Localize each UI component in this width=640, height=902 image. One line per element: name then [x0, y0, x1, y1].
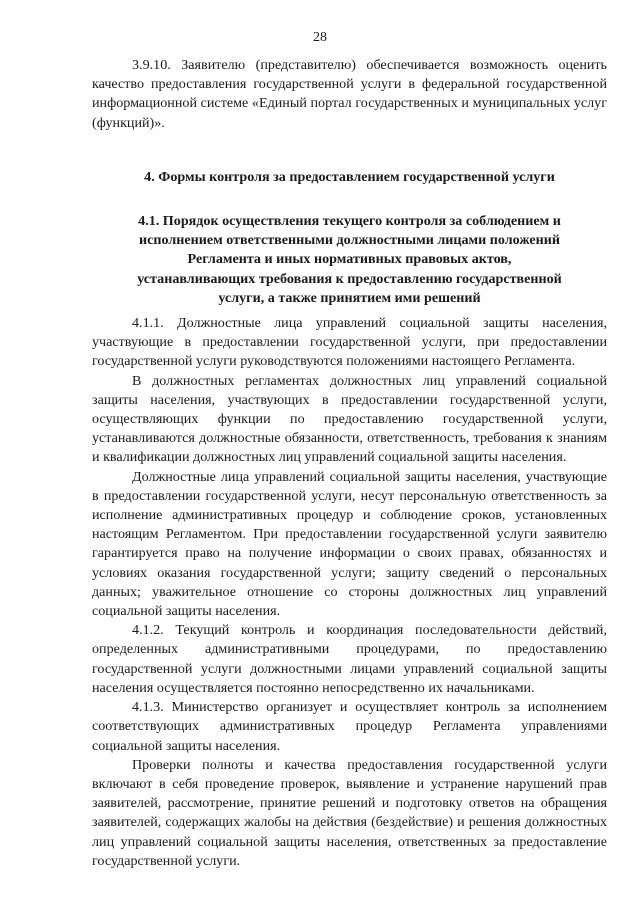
paragraph-4-1-2: 4.1.2. Текущий контроль и координация последовательности действий, определенных административными процедурами, по предоставлению государственной услуги должностными лицами управлений социальной защиты населения осуществляется постоянно непосредственно их начальниками. — [92, 622, 607, 696]
intro-paragraph: 3.9.10. Заявителю (представителю) обеспечивается возможность оценить качество предоставления государственной услуги в федеральной государственной информационной системе «Единый портал государственных и муниципальных услуг (функций)». — [92, 57, 607, 131]
paragraph-inspections: Проверки полноты и качества предоставления государственной услуги включают в себя проведение проверок, выявление и устранение нарушений прав заявителей, рассмотрение, принятие решений и подготовку ответов на обращения заявителей, содержащих жалобы на действия (бездействие) и решения должностных лиц управлений социальной защиты населения, ответственных за предоставление государственной услуги. — [92, 756, 607, 869]
paragraph-4-1-1: 4.1.1. Должностные лица управлений социальной защиты населения, участвующие в предоставлении государственной услуги, при предоставлении государственной услуги руководствуются положениями настоящего Регламента. — [92, 315, 607, 370]
document-body — [92, 56, 607, 871]
subsection-heading: 4.1. Порядок осуществления текущего контроля за соблюдением и исполнением ответственными должностными лицами положений Регламента и иных нормативных правовых актов, устанавливающих требования к предоставлению государственной услуги, а также принятием ими решений — [137, 213, 562, 306]
section-heading: 4. Формы контроля за предоставлением государственной услуги — [144, 168, 555, 185]
paragraph-job-regulations: В должностных регламентах должностных лиц управлений социальной защиты населения, участвующих в предоставлении государственной услуги, осуществляющих функции по предоставлению государственной услуги, устанавливаются должностные обязанности, ответственность, требования к знаниям и квалификации должностных лиц управлений социальной защиты населения. — [92, 372, 607, 466]
page-number: 28 — [313, 30, 327, 45]
paragraph-4-1-3: 4.1.3. Министерство организует и осуществляет контроль за исполнением соответствующих административных процедур Регламента управлениями социальной защиты населения. — [92, 699, 607, 754]
paragraph-personal-responsibility: Должностные лица управлений социальной защиты населения, участвующие в предоставлении государственной услуги, несут персональную ответственность за исполнение административных процедур и соблюдение сроков, установленных настоящим Регламентом. При предоставлении государственной услуги заявителю гарантируется право на получение информации о своих правах, обязанностях и условиях оказания государственной услуги; защиту сведений о персональных данных; уважительное отношение со стороны должностных лиц управлений социальной защиты населения. — [92, 468, 607, 620]
